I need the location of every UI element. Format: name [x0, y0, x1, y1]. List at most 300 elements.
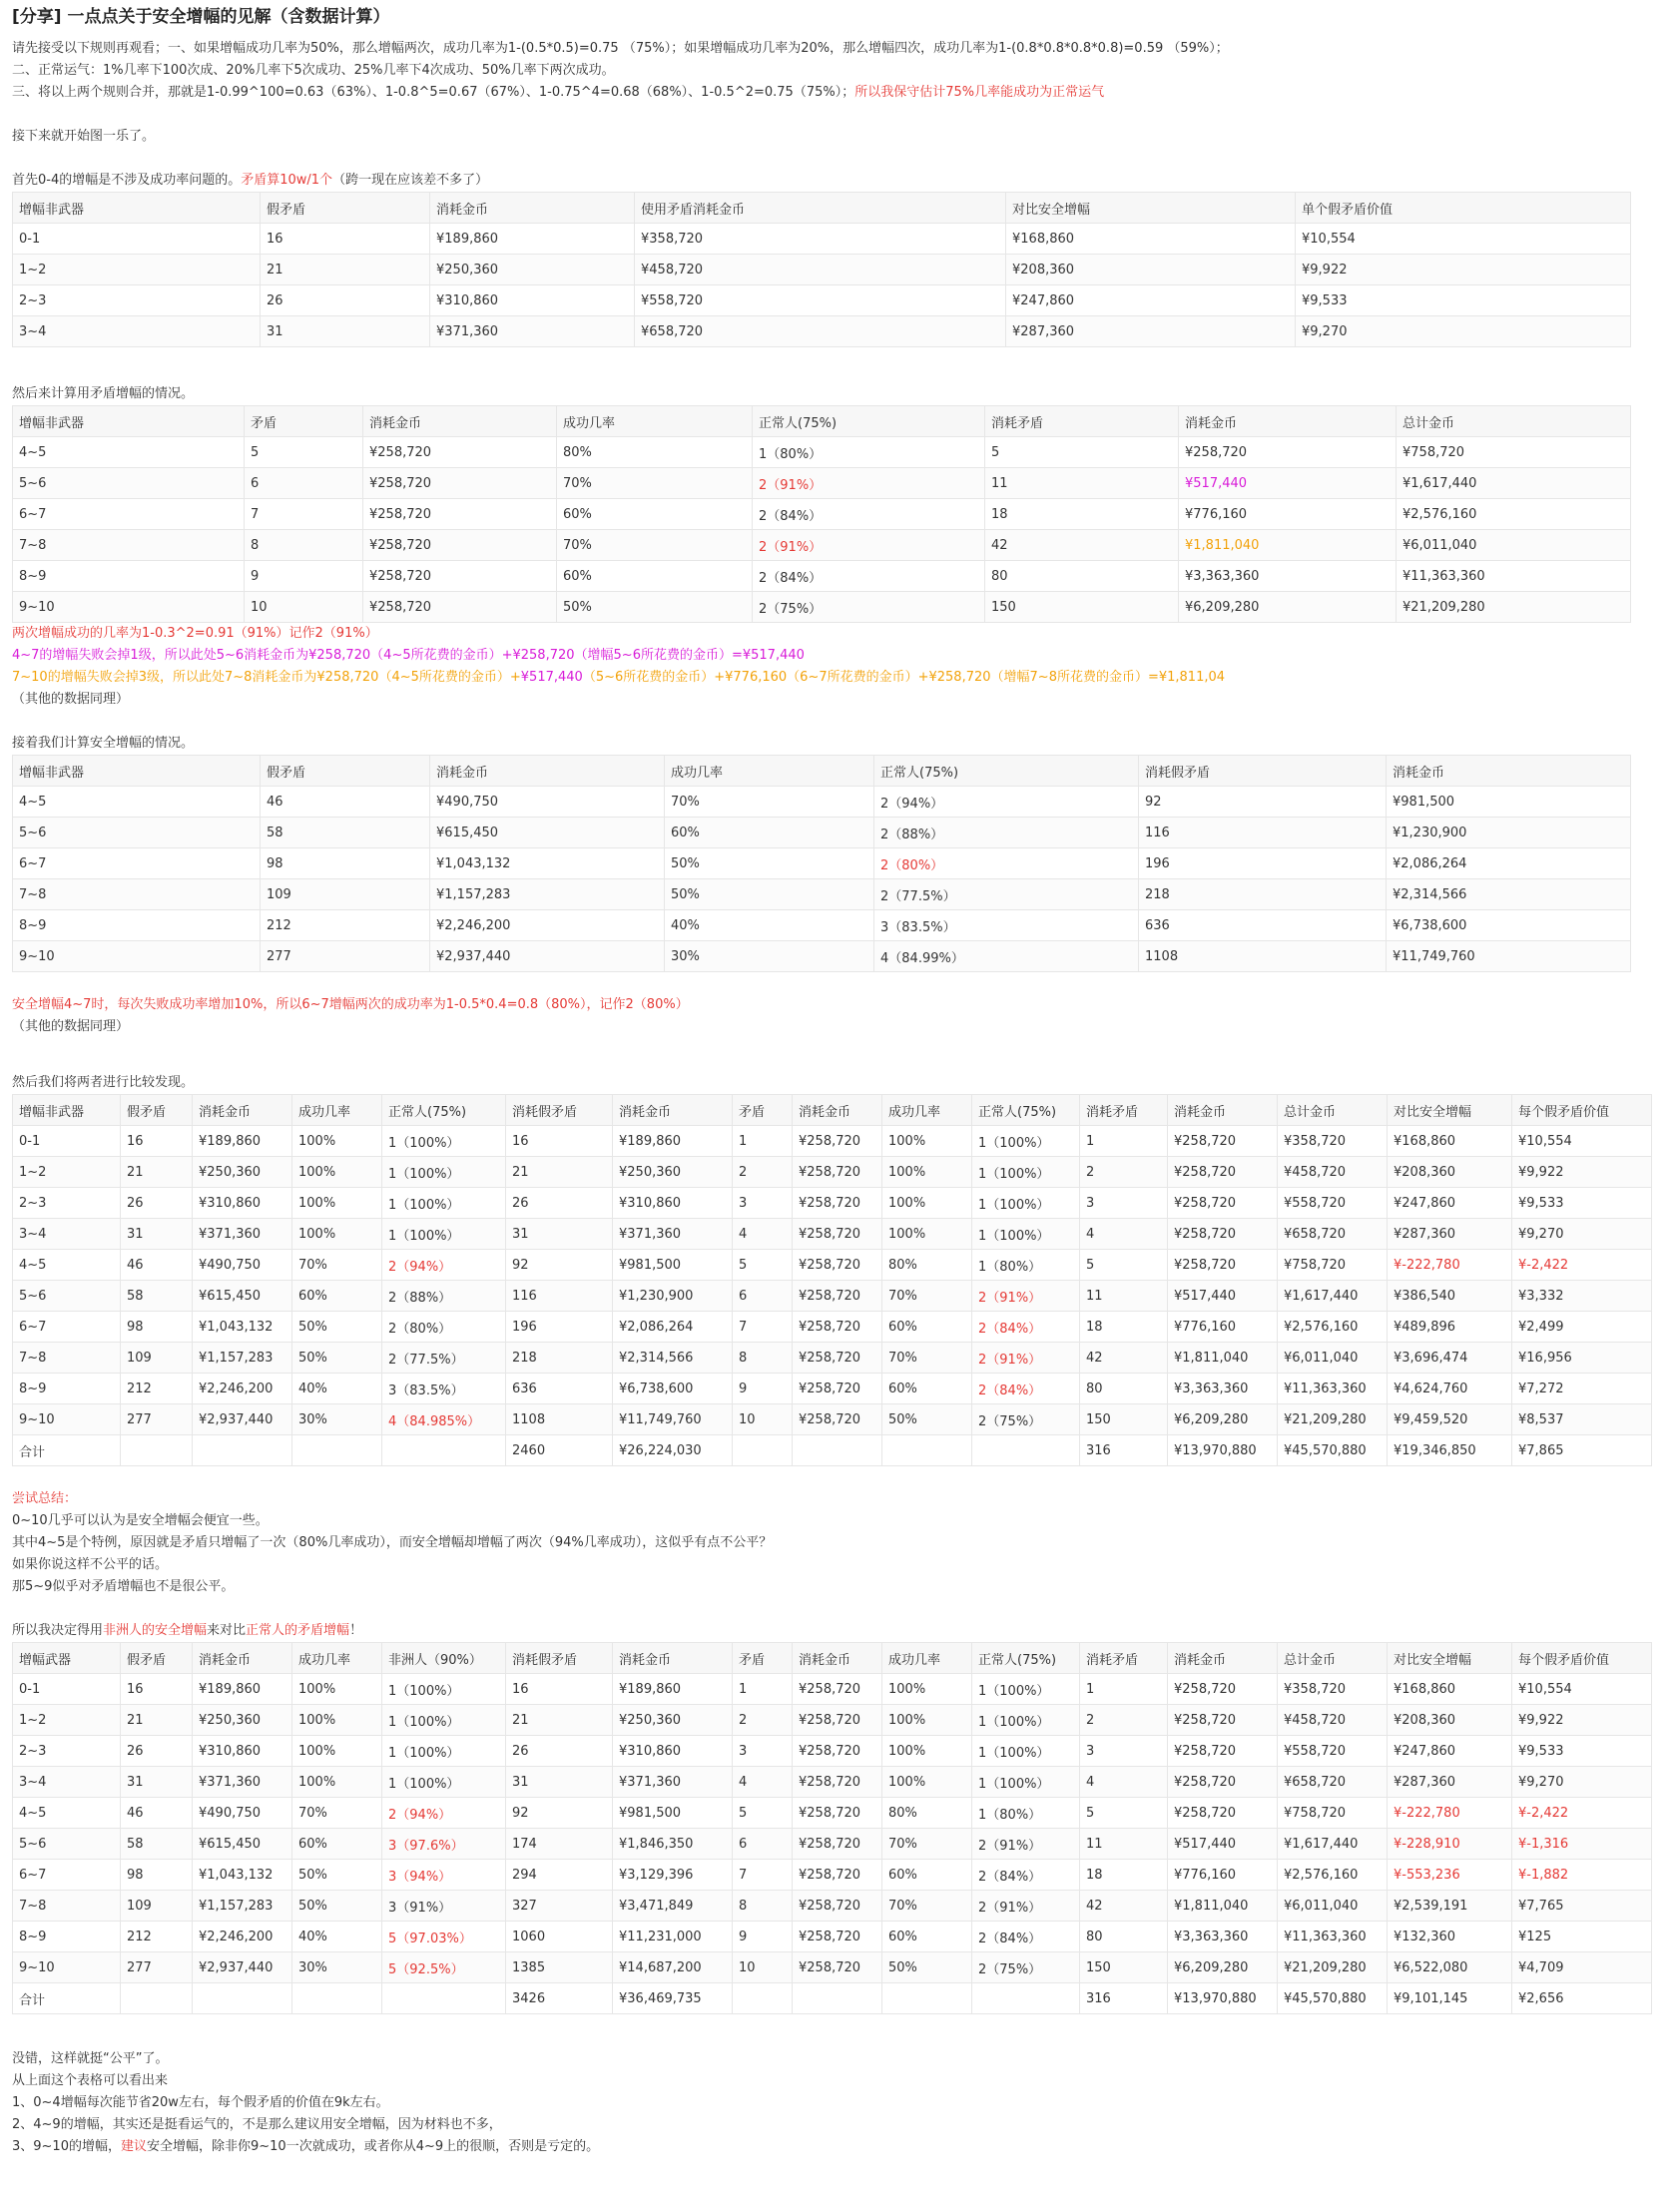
table-cell: [882, 1983, 972, 2014]
table-cell: ¥258,720: [1168, 1219, 1278, 1250]
table-cell: ¥9,459,520: [1388, 1404, 1512, 1435]
table-section3: [12, 755, 1631, 972]
table-cell: 8~9: [13, 910, 261, 941]
table-cell: 60%: [557, 561, 753, 592]
table-cell: 2（91%）: [972, 1343, 1080, 1374]
table-cell: ¥258,720: [793, 1767, 882, 1798]
table-row: [13, 592, 1631, 623]
column-header: 正常人(75%): [972, 1095, 1080, 1126]
table-cell: 2（91%）: [753, 530, 985, 561]
table-cell: 70%: [665, 787, 874, 818]
table-cell: 8: [733, 1343, 793, 1374]
table-cell: ¥258,720: [793, 1860, 882, 1891]
table-cell: 109: [121, 1343, 193, 1374]
table-cell: 2: [733, 1705, 793, 1736]
table-cell: ¥558,720: [1278, 1736, 1388, 1767]
table-cell: ¥208,360: [1388, 1705, 1512, 1736]
table-cell: ¥3,363,360: [1168, 1922, 1278, 1952]
table-cell: 16: [506, 1674, 613, 1705]
table-row: [13, 499, 1631, 530]
table-cell: ¥21,209,280: [1397, 592, 1631, 623]
table-cell: 2（84%）: [972, 1374, 1080, 1404]
column-header: 消耗金币: [613, 1643, 733, 1674]
table-cell: ¥2,576,160: [1278, 1860, 1388, 1891]
table-cell: 3: [733, 1736, 793, 1767]
table-cell: 5~6: [13, 1281, 121, 1312]
table-cell: 31: [506, 1219, 613, 1250]
table-cell: 合计: [13, 1435, 121, 1466]
table-cell: ¥9,922: [1512, 1157, 1652, 1188]
table-cell: 100%: [292, 1126, 382, 1157]
table-cell: 100%: [292, 1188, 382, 1219]
table-cell: 9~10: [13, 1404, 121, 1435]
table-cell: 7~8: [13, 530, 245, 561]
table-cell: ¥3,129,396: [613, 1860, 733, 1891]
table-cell: 5: [733, 1250, 793, 1281]
table-cell: 31: [121, 1219, 193, 1250]
table-row: [13, 910, 1631, 941]
table-cell: 100%: [292, 1736, 382, 1767]
table-cell: ¥2,576,160: [1278, 1312, 1388, 1343]
table-cell: 70%: [292, 1250, 382, 1281]
table-header-row: [13, 1095, 1652, 1126]
column-header: 对比安全增幅: [1006, 193, 1296, 224]
conclusion-5: 3、9~10的增幅，建议安全增幅，除非你9~10一次就成功，或者你从4~9上的很顺，否则是亏定的。: [12, 2139, 600, 2154]
table-cell: ¥250,360: [613, 1705, 733, 1736]
table-cell: 5（92.5%）: [382, 1952, 506, 1983]
column-header: 正常人(75%): [753, 406, 985, 437]
table-cell: 1060: [506, 1922, 613, 1952]
table-cell: 100%: [882, 1674, 972, 1705]
table-cell: 2（91%）: [753, 468, 985, 499]
table-cell: 98: [121, 1312, 193, 1343]
table-cell: 1108: [1139, 941, 1387, 972]
table-cell: 100%: [882, 1126, 972, 1157]
column-header: 单个假矛盾价值: [1296, 193, 1631, 224]
table-cell: ¥2,314,566: [613, 1343, 733, 1374]
table-cell: 2（75%）: [753, 592, 985, 623]
table-cell: 80%: [557, 437, 753, 468]
table-cell: ¥558,720: [635, 285, 1006, 316]
table-cell: ¥371,360: [613, 1219, 733, 1250]
table-row: [13, 1829, 1652, 1860]
column-header: 消耗金币: [1168, 1643, 1278, 1674]
table-cell: 26: [261, 285, 430, 316]
summary-4: 那5~9似乎对矛盾增幅也不是很公平。: [12, 1579, 235, 1594]
table-row: [13, 1157, 1652, 1188]
table-cell: ¥2,937,440: [193, 1404, 292, 1435]
table-cell: 6~7: [13, 1860, 121, 1891]
table-cell: ¥258,720: [793, 1157, 882, 1188]
column-header: 对比安全增幅: [1388, 1643, 1512, 1674]
table-cell: 109: [261, 879, 430, 910]
table-cell: 58: [121, 1281, 193, 1312]
table-cell: 1~2: [13, 1705, 121, 1736]
column-header: 成功几率: [557, 406, 753, 437]
summary-title: 尝试总结：: [12, 1491, 78, 1506]
column-header: 消耗金币: [193, 1643, 292, 1674]
table-cell: ¥1,811,040: [1179, 530, 1397, 561]
table-cell: 8: [733, 1891, 793, 1922]
table-cell: 100%: [882, 1736, 972, 1767]
table-row: [13, 1798, 1652, 1829]
table-cell: 1（100%）: [382, 1767, 506, 1798]
table-cell: 0-1: [13, 1126, 121, 1157]
table-cell: 277: [121, 1404, 193, 1435]
column-header: 消耗金币: [430, 193, 635, 224]
table-cell: ¥3,332: [1512, 1281, 1652, 1312]
table-cell: ¥310,860: [613, 1188, 733, 1219]
table-cell: 1（100%）: [972, 1219, 1080, 1250]
table-cell: 21: [261, 255, 430, 285]
table-cell: ¥258,720: [1168, 1736, 1278, 1767]
table-row: [13, 1281, 1652, 1312]
table-cell: 1（100%）: [382, 1219, 506, 1250]
table-cell: ¥-553,236: [1388, 1860, 1512, 1891]
table-cell: 16: [121, 1126, 193, 1157]
table-cell: 6: [733, 1281, 793, 1312]
table-cell: 2（91%）: [972, 1281, 1080, 1312]
table-cell: ¥358,720: [635, 224, 1006, 255]
table-cell: ¥3,696,474: [1388, 1343, 1512, 1374]
column-header: 正常人(75%): [972, 1643, 1080, 1674]
table-cell: [972, 1435, 1080, 1466]
table-cell: ¥11,363,360: [1397, 561, 1631, 592]
table-cell: 316: [1080, 1435, 1168, 1466]
table-cell: 70%: [882, 1343, 972, 1374]
section5-heading: 所以我决定得用非洲人的安全增幅来对比正常人的矛盾增幅！: [12, 1623, 363, 1638]
table-cell: ¥10,554: [1296, 224, 1631, 255]
table-cell: ¥26,224,030: [613, 1435, 733, 1466]
table-cell: ¥310,860: [193, 1188, 292, 1219]
table-cell: ¥358,720: [1278, 1126, 1388, 1157]
table-cell: ¥10,554: [1512, 1126, 1652, 1157]
intro-line-2: 二、正常运气：1%几率下100次成、20%几率下5次成功、25%几率下4次成功、50%几率下两次成功。: [12, 63, 615, 78]
table-cell: 50%: [292, 1891, 382, 1922]
table-header-row: [13, 1643, 1652, 1674]
column-header: 消耗假矛盾: [506, 1643, 613, 1674]
table-cell: 1（80%）: [972, 1798, 1080, 1829]
table-cell: 40%: [292, 1374, 382, 1404]
table-cell: 50%: [292, 1860, 382, 1891]
table-cell: 80: [1080, 1922, 1168, 1952]
table-cell: ¥258,720: [1168, 1188, 1278, 1219]
summary-3: 如果你说这样不公平的话。: [12, 1557, 169, 1572]
table-cell: 50%: [665, 879, 874, 910]
table-cell: ¥258,720: [793, 1829, 882, 1860]
table-cell: 31: [506, 1767, 613, 1798]
table-cell: ¥258,720: [793, 1705, 882, 1736]
table-cell: 3: [733, 1188, 793, 1219]
table-cell: ¥6,011,040: [1278, 1343, 1388, 1374]
table-cell: 8~9: [13, 1922, 121, 1952]
table-row: [13, 818, 1631, 848]
section2-note1: 两次增幅成功的几率为1-0.3^2=0.91（91%）记作2（91%）: [12, 626, 378, 641]
table-cell: 3~4: [13, 316, 261, 347]
table-cell: 1（100%）: [382, 1157, 506, 1188]
table-cell: ¥189,860: [613, 1674, 733, 1705]
column-header: 正常人(75%): [874, 756, 1139, 787]
table-cell: 1（100%）: [972, 1157, 1080, 1188]
table-cell: 100%: [882, 1705, 972, 1736]
table-row: [13, 1891, 1652, 1922]
table-section4: [12, 1094, 1652, 1466]
table-cell: 2~3: [13, 1188, 121, 1219]
table-cell: ¥358,720: [1278, 1674, 1388, 1705]
table-cell: ¥132,360: [1388, 1922, 1512, 1952]
table-cell: 2: [1080, 1705, 1168, 1736]
table-cell: 3（97.6%）: [382, 1829, 506, 1860]
table-cell: ¥2,246,200: [193, 1922, 292, 1952]
section4-heading: 然后我们将两者进行比较发现。: [12, 1075, 195, 1090]
table-cell: 316: [1080, 1983, 1168, 2014]
table-cell: ¥258,720: [793, 1312, 882, 1343]
table-cell: 2（80%）: [382, 1312, 506, 1343]
table-cell: [193, 1983, 292, 2014]
table-cell: ¥371,360: [193, 1767, 292, 1798]
column-header: 增幅非武器: [13, 193, 261, 224]
table-cell: 636: [506, 1374, 613, 1404]
table-cell: ¥517,440: [1179, 468, 1397, 499]
table-cell: ¥1,617,440: [1397, 468, 1631, 499]
table-cell: ¥7,865: [1512, 1435, 1652, 1466]
column-header: 矛盾: [733, 1643, 793, 1674]
column-header: 消耗假矛盾: [506, 1095, 613, 1126]
table-cell: 9~10: [13, 592, 245, 623]
table-cell: ¥3,363,360: [1179, 561, 1397, 592]
table-row: [13, 285, 1631, 316]
table-cell: [733, 1983, 793, 2014]
table-row: [13, 1435, 1652, 1466]
table-cell: 4~5: [13, 1250, 121, 1281]
table-cell: ¥2,086,264: [1387, 848, 1631, 879]
table-cell: ¥287,360: [1388, 1767, 1512, 1798]
table-cell: 21: [121, 1705, 193, 1736]
table-cell: 8: [245, 530, 363, 561]
table-cell: 116: [1139, 818, 1387, 848]
column-header: 总计金币: [1278, 1643, 1388, 1674]
table-cell: 3: [1080, 1736, 1168, 1767]
column-header: 成功几率: [292, 1095, 382, 1126]
column-header: 消耗假矛盾: [1139, 756, 1387, 787]
table-cell: 21: [506, 1705, 613, 1736]
section2-note2: 4~7的增幅失败会掉1级，所以此处5~6消耗金币为¥258,720（4~5所花费的金币）+¥258,720（增幅5~6所花费的金币）=¥517,440: [12, 648, 805, 663]
table-cell: ¥758,720: [1278, 1798, 1388, 1829]
table-cell: 50%: [292, 1343, 382, 1374]
table-cell: ¥258,720: [363, 530, 557, 561]
table-row: [13, 1219, 1652, 1250]
table-cell: 150: [985, 592, 1179, 623]
table-cell: ¥2,246,200: [193, 1374, 292, 1404]
table-row: [13, 1374, 1652, 1404]
table-cell: ¥189,860: [613, 1126, 733, 1157]
table-cell: 2（84%）: [972, 1860, 1080, 1891]
table-cell: [793, 1983, 882, 2014]
table-cell: ¥-1,882: [1512, 1860, 1652, 1891]
table-row: [13, 1343, 1652, 1374]
table-cell: ¥-222,780: [1388, 1250, 1512, 1281]
table-cell: ¥458,720: [1278, 1705, 1388, 1736]
table-cell: 26: [121, 1188, 193, 1219]
table-cell: ¥36,469,735: [613, 1983, 733, 2014]
table-cell: 218: [506, 1343, 613, 1374]
table-cell: 58: [261, 818, 430, 848]
table-cell: 50%: [292, 1312, 382, 1343]
table-row: [13, 1922, 1652, 1952]
table-cell: ¥1,811,040: [1168, 1343, 1278, 1374]
table-cell: ¥6,209,280: [1179, 592, 1397, 623]
table-cell: ¥6,011,040: [1397, 530, 1631, 561]
table-cell: ¥6,209,280: [1168, 1404, 1278, 1435]
table-cell: 31: [121, 1767, 193, 1798]
table-cell: [733, 1435, 793, 1466]
column-header: 假矛盾: [121, 1095, 193, 1126]
table-cell: 3（83.5%）: [874, 910, 1139, 941]
table-section1: [12, 192, 1631, 347]
table-cell: [882, 1435, 972, 1466]
table-cell: ¥558,720: [1278, 1188, 1388, 1219]
table-cell: [292, 1435, 382, 1466]
section3-note2: （其他的数据同理）: [12, 1019, 130, 1034]
column-header: 消耗金币: [1387, 756, 1631, 787]
table-cell: 100%: [292, 1157, 382, 1188]
table-cell: 2（75%）: [972, 1952, 1080, 1983]
table-header-row: [13, 193, 1631, 224]
table-cell: 1（100%）: [382, 1188, 506, 1219]
table-cell: 277: [121, 1952, 193, 1983]
table-cell: ¥3,471,849: [613, 1891, 733, 1922]
table-cell: 80: [1080, 1374, 1168, 1404]
table-cell: 98: [261, 848, 430, 879]
table-cell: ¥1,157,283: [193, 1891, 292, 1922]
table-cell: ¥1,846,350: [613, 1829, 733, 1860]
table-cell: 11: [1080, 1829, 1168, 1860]
table-cell: ¥14,687,200: [613, 1952, 733, 1983]
table-row: [13, 1767, 1652, 1798]
column-header: 每个假矛盾价值: [1512, 1643, 1652, 1674]
table-cell: 80%: [882, 1250, 972, 1281]
table-cell: 2（80%）: [874, 848, 1139, 879]
column-header: 增幅非武器: [13, 1095, 121, 1126]
table-cell: ¥258,720: [793, 1219, 882, 1250]
table-cell: 4~5: [13, 437, 245, 468]
table-cell: 100%: [882, 1188, 972, 1219]
table-cell: ¥310,860: [193, 1736, 292, 1767]
column-header: 矛盾: [733, 1095, 793, 1126]
table-cell: ¥21,209,280: [1278, 1404, 1388, 1435]
table-cell: 2（88%）: [382, 1281, 506, 1312]
table-cell: 2（88%）: [874, 818, 1139, 848]
table-cell: ¥371,360: [613, 1767, 733, 1798]
table-cell: 5: [245, 437, 363, 468]
table-cell: 5: [1080, 1798, 1168, 1829]
conclusion-4: 2、4~9的增幅，其实还是挺看运气的，不是那么建议用安全增幅，因为材料也不多，: [12, 2117, 502, 2132]
table-cell: 2（77.5%）: [874, 879, 1139, 910]
table-cell: 1: [733, 1674, 793, 1705]
table-cell: 116: [506, 1281, 613, 1312]
table-row: [13, 1674, 1652, 1705]
table-cell: ¥11,363,360: [1278, 1374, 1388, 1404]
table-cell: ¥-2,422: [1512, 1798, 1652, 1829]
table-row: [13, 848, 1631, 879]
table-cell: ¥258,720: [1168, 1798, 1278, 1829]
table-cell: 9: [245, 561, 363, 592]
column-header: 消耗金币: [1179, 406, 1397, 437]
table-cell: 6~7: [13, 1312, 121, 1343]
table-cell: 7: [733, 1860, 793, 1891]
table-row: [13, 1250, 1652, 1281]
table-cell: 1（100%）: [972, 1736, 1080, 1767]
table-cell: ¥8,537: [1512, 1404, 1652, 1435]
column-header: 增幅非武器: [13, 756, 261, 787]
table-cell: ¥258,720: [793, 1281, 882, 1312]
table-cell: ¥258,720: [1168, 1126, 1278, 1157]
table-cell: ¥189,860: [430, 224, 635, 255]
table-cell: ¥2,314,566: [1387, 879, 1631, 910]
table-cell: ¥168,860: [1388, 1674, 1512, 1705]
table-cell: ¥247,860: [1006, 285, 1296, 316]
table-cell: ¥168,860: [1006, 224, 1296, 255]
table-cell: ¥258,720: [1179, 437, 1397, 468]
table-cell: 5: [985, 437, 1179, 468]
table-cell: 46: [121, 1250, 193, 1281]
table-header-row: [13, 756, 1631, 787]
table-cell: ¥247,860: [1388, 1188, 1512, 1219]
column-header: 增幅武器: [13, 1643, 121, 1674]
column-header: 消耗矛盾: [985, 406, 1179, 437]
section3-note1: 安全增幅4~7时，每次失败成功率增加10%，所以6~7增幅两次的成功率为1-0.5*0.4=0.8（80%），记作2（80%）: [12, 997, 689, 1012]
column-header: 成功几率: [665, 756, 874, 787]
table-cell: 100%: [882, 1219, 972, 1250]
table-cell: ¥2,086,264: [613, 1312, 733, 1343]
table-cell: ¥258,720: [793, 1674, 882, 1705]
table-cell: 7~8: [13, 1343, 121, 1374]
table-cell: 1（100%）: [972, 1126, 1080, 1157]
table-cell: 4~5: [13, 787, 261, 818]
table-cell: 196: [1139, 848, 1387, 879]
table-cell: ¥4,624,760: [1388, 1374, 1512, 1404]
table-cell: 6~7: [13, 499, 245, 530]
table-cell: 60%: [882, 1860, 972, 1891]
table-row: [13, 1404, 1652, 1435]
table-cell: 18: [985, 499, 1179, 530]
section1-note: 首先0-4的增幅是不涉及成功率问题的。矛盾算10w/1个（跨一现在应该差不多了）: [12, 173, 489, 188]
table-cell: ¥758,720: [1278, 1250, 1388, 1281]
table-cell: 1~2: [13, 1157, 121, 1188]
table-cell: ¥258,720: [1168, 1250, 1278, 1281]
table-cell: ¥1,230,900: [613, 1281, 733, 1312]
table-cell: 0-1: [13, 224, 261, 255]
table-cell: 42: [1080, 1891, 1168, 1922]
table-cell: ¥11,231,000: [613, 1922, 733, 1952]
table-cell: 60%: [292, 1281, 382, 1312]
table-cell: 3~4: [13, 1767, 121, 1798]
table-cell: [292, 1983, 382, 2014]
table-cell: 1: [733, 1126, 793, 1157]
table-cell: ¥981,500: [613, 1250, 733, 1281]
table-cell: [382, 1435, 506, 1466]
table-cell: 212: [261, 910, 430, 941]
table-cell: ¥9,270: [1296, 316, 1631, 347]
table-cell: ¥517,440: [1168, 1829, 1278, 1860]
table-cell: [121, 1435, 193, 1466]
conclusion-2: 从上面这个表格可以看出来: [12, 2073, 169, 2088]
table-section5: [12, 1642, 1652, 2014]
intro-start: 接下来就开始图一乐了。: [12, 129, 156, 144]
table-cell: ¥1,230,900: [1387, 818, 1631, 848]
table-cell: 60%: [882, 1374, 972, 1404]
table-cell: ¥45,570,880: [1278, 1983, 1388, 2014]
